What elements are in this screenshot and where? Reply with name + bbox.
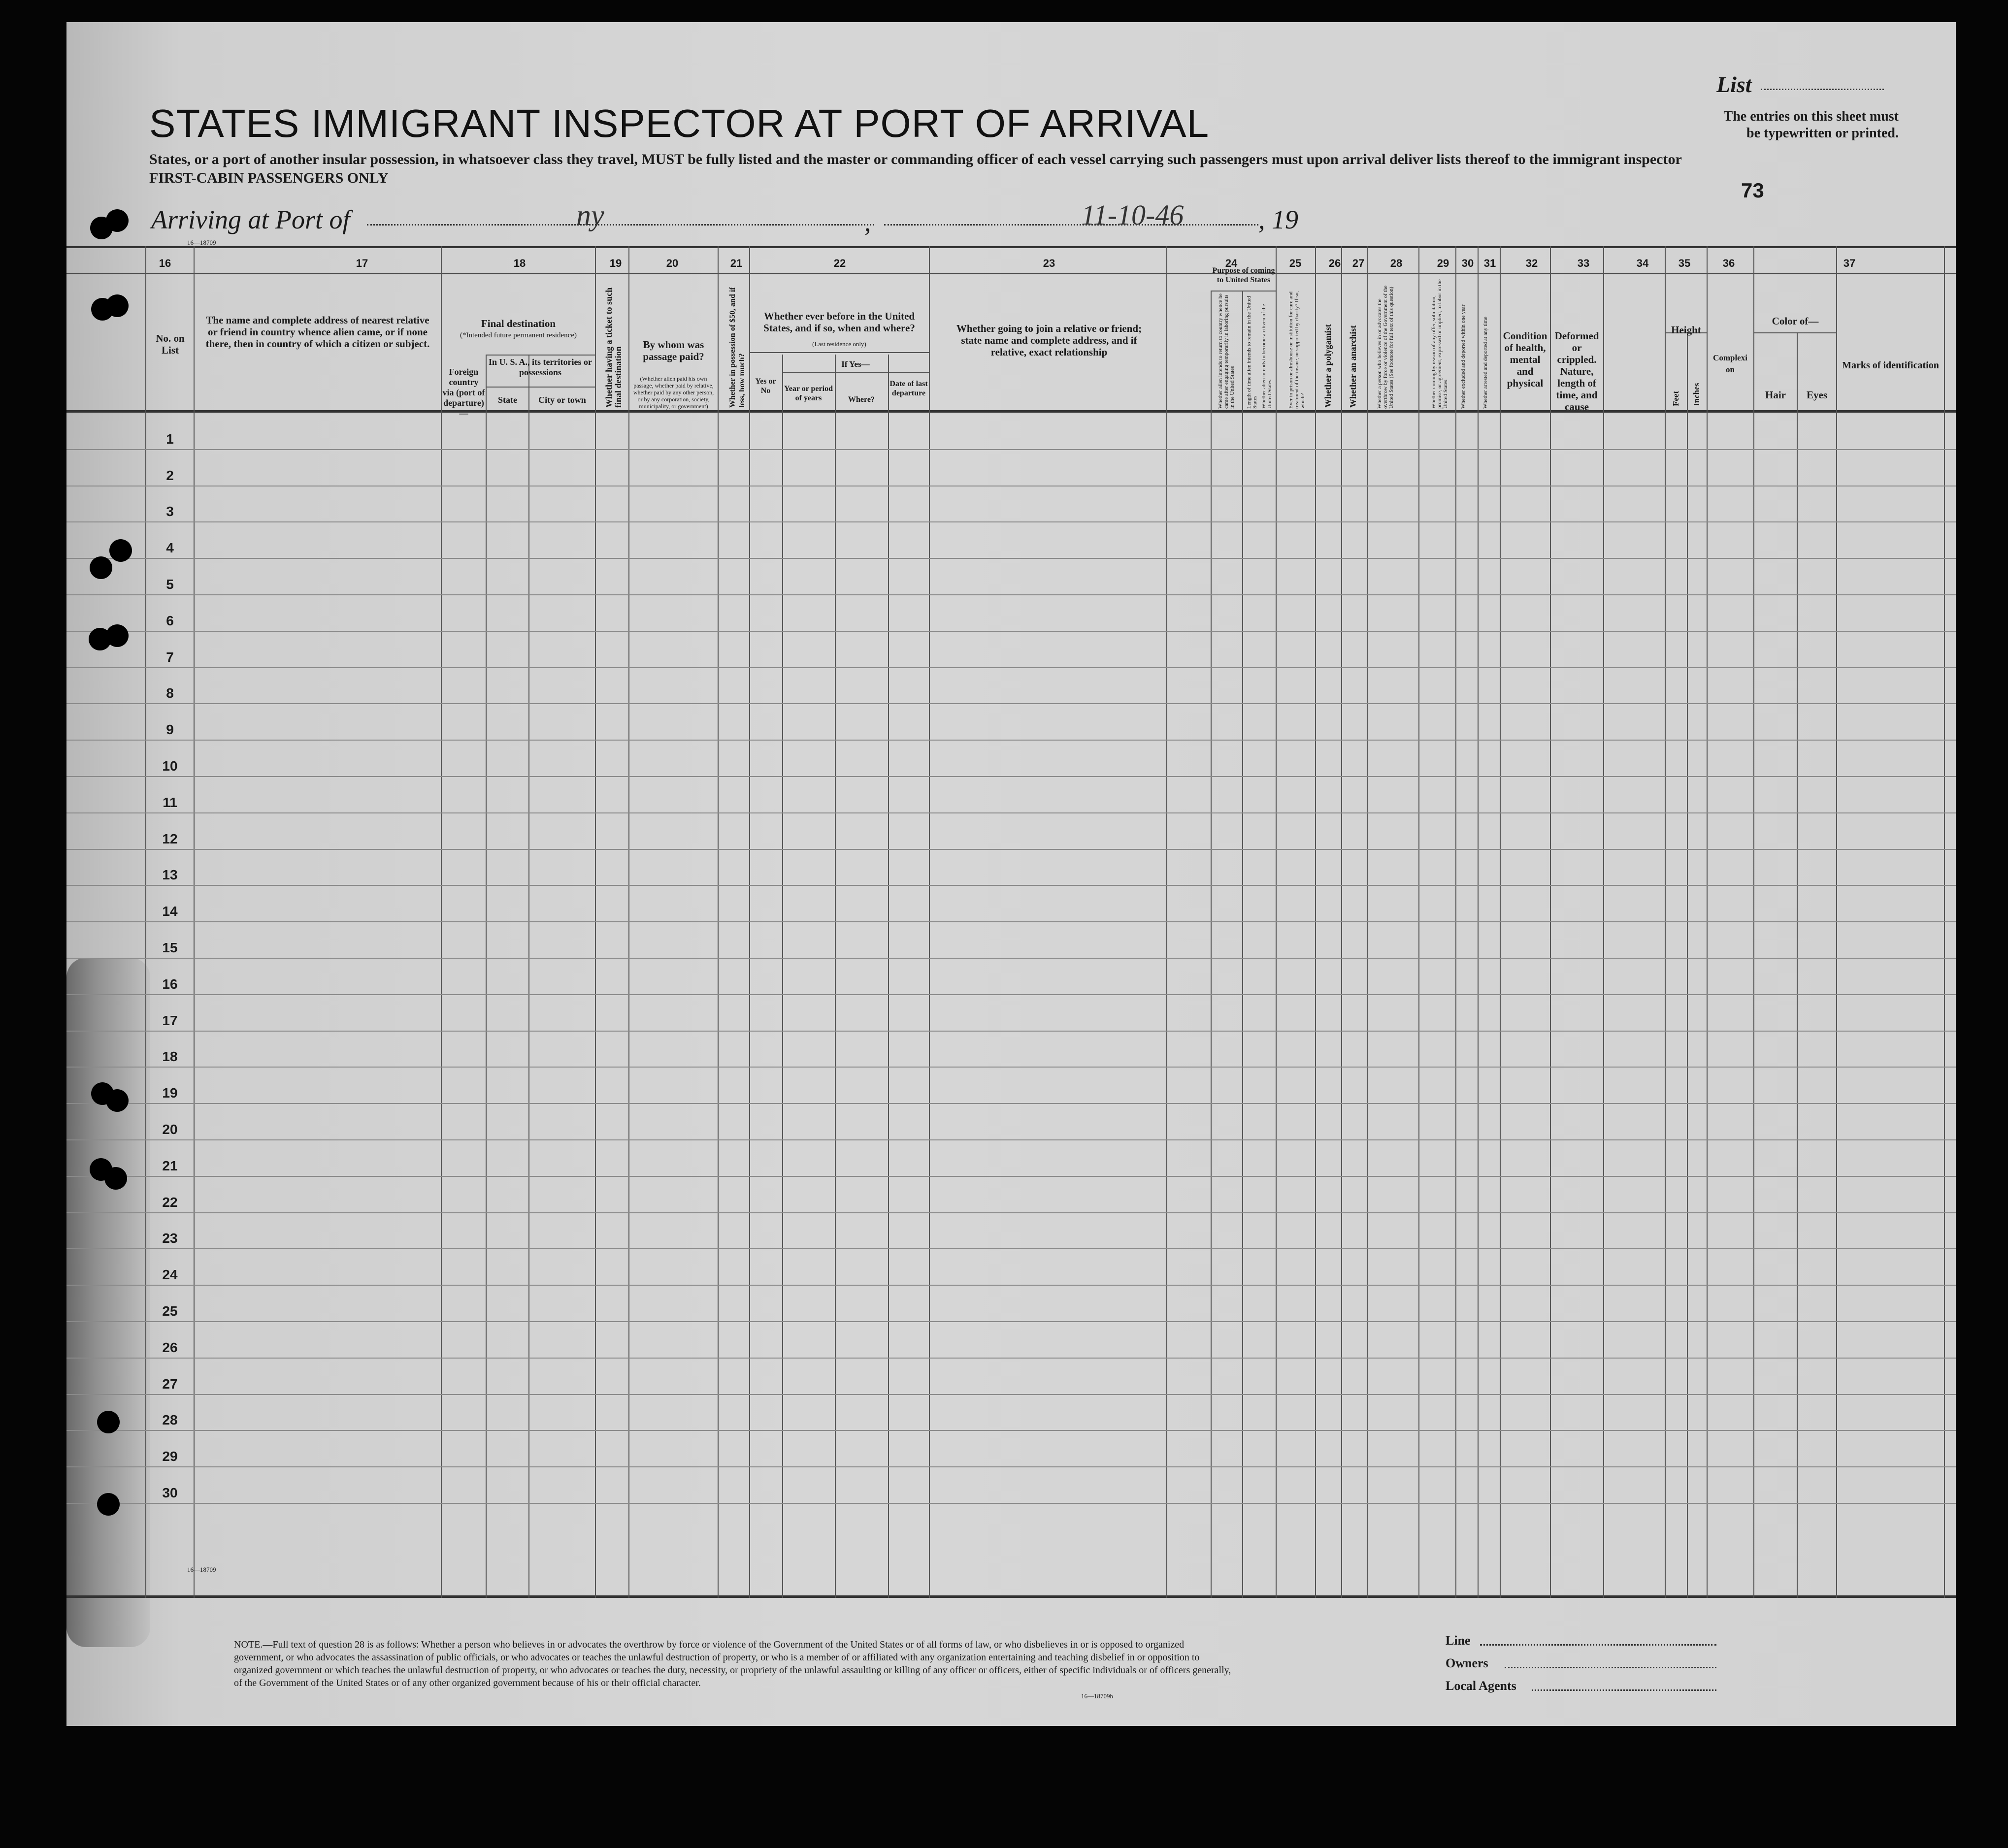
row-number: 7 (166, 649, 174, 665)
col36-hair: Hair (1765, 389, 1786, 401)
row-rule (66, 812, 1956, 813)
col31-header: Whether arrested and deported at any time (1482, 317, 1488, 409)
port-field-line (367, 224, 874, 226)
port-comma: , (864, 207, 871, 237)
col20-title: By whom was passage paid? (643, 339, 704, 362)
entries-note-line-1: The entries on this sheet must (1723, 109, 1899, 124)
punch-hole (109, 539, 132, 562)
col-num-16: 16 (159, 257, 171, 269)
row-rule (66, 558, 1956, 559)
col18-state: State (498, 395, 517, 405)
sheet-number: 73 (1741, 179, 1764, 202)
row-rule (66, 703, 1956, 704)
page-title: STATES IMMIGRANT INSPECTOR AT PORT OF ARRIVAL (149, 101, 1210, 145)
table-bottom-rule (66, 1595, 1956, 1598)
row-rule (66, 740, 1956, 741)
col-num-25: 25 (1289, 257, 1302, 269)
row-number: 3 (166, 504, 174, 519)
row-number: 19 (162, 1085, 178, 1101)
col18-note: (*Intended future permanent residence) (460, 331, 577, 339)
list-field-line (1761, 89, 1884, 90)
col17-header: The name and complete address of nearest relative or friend in country whence alien came, or if none there, then in country of which a citizen or subject. (205, 314, 430, 350)
col-num-18: 18 (513, 257, 526, 269)
col27-header: Whether an anarchist (1348, 325, 1358, 408)
row-rule (66, 1503, 1956, 1504)
form-code: 16—18709 (187, 239, 216, 246)
row-number: 15 (162, 940, 178, 955)
col37-header: Marks of identification (1842, 360, 1939, 371)
col22-yesno: Yes or No (755, 377, 776, 395)
colnum-rule (66, 273, 1956, 274)
col-num-21: 21 (730, 257, 743, 269)
row-number: 1 (166, 431, 174, 447)
col30-header: Whether excluded and deported within one year (1460, 304, 1466, 409)
row-number: 16 (162, 976, 178, 992)
col20-note: (Whether alien paid his own passage, whether paid by relative, whether paid by any other person, or by any corporation, society, municipality, or government) (633, 375, 714, 410)
col-num-37: 37 (1843, 257, 1856, 269)
punch-hole (106, 209, 129, 232)
row-rule (66, 667, 1956, 668)
row-rule (66, 958, 1956, 959)
col18-title: Final destination (481, 318, 556, 329)
row-rule (66, 1430, 1956, 1431)
row-rule (66, 521, 1956, 522)
col22-year: Year or period of years (784, 385, 833, 402)
col-num-36: 36 (1722, 257, 1735, 269)
row-number: 26 (162, 1339, 178, 1355)
local-agents-field (1532, 1689, 1716, 1691)
row-rule (66, 776, 1956, 777)
row-number: 27 (162, 1376, 178, 1392)
col22-title: Whether ever before in the United States, and if so, when and where? (763, 310, 915, 334)
row-number: 5 (166, 577, 174, 592)
col22-lastdeparture: Date of last departure (889, 380, 928, 397)
col29-header: Whether coming by reason of any offer, solicitation, promise, or agreement, expressed or implied, to labor in the United States (1431, 279, 1448, 409)
col-num-28: 28 (1390, 257, 1403, 269)
row-number: 25 (162, 1303, 178, 1319)
col22-where: Where? (848, 395, 875, 404)
col34-title: Height (1671, 324, 1701, 336)
row-rule (66, 1285, 1956, 1286)
row-number: 23 (162, 1231, 178, 1246)
row-number: 22 (162, 1194, 178, 1210)
port-value: ny (576, 199, 604, 231)
col-num-17: 17 (356, 257, 368, 269)
col36-eyes: Eyes (1807, 389, 1827, 401)
list-label: List (1716, 72, 1752, 97)
punch-hole (106, 1089, 129, 1112)
col18-usa: In U. S. A., its territories or possessions (489, 357, 592, 377)
year-label: , 19 (1258, 205, 1298, 234)
row-number: 4 (166, 540, 174, 556)
col-num-27: 27 (1352, 257, 1365, 269)
row-number: 29 (162, 1449, 178, 1464)
col34-inches: Inches (1692, 383, 1701, 406)
row-rule (66, 1067, 1956, 1068)
col-num-31: 31 (1483, 257, 1496, 269)
col35-header: Complexion (1713, 353, 1747, 374)
col24-citizen: Whether alien intends to become a citizen of the United States (1261, 304, 1273, 409)
manifest-sheet (66, 22, 1956, 1726)
row-rule (66, 1103, 1956, 1104)
col-num-22: 22 (833, 257, 846, 269)
row-number: 12 (162, 831, 178, 846)
owners-label: Owners (1446, 1656, 1488, 1670)
col-num-33: 33 (1577, 257, 1590, 269)
row-number: 21 (162, 1158, 178, 1173)
col24-title: Purpose of coming to United States (1212, 266, 1275, 284)
col22-ifyes: If Yes— (841, 359, 870, 369)
row-rule (66, 449, 1956, 450)
row-rule (66, 921, 1956, 922)
punch-hole (106, 294, 129, 317)
footnote-code: 16—18709b (1081, 1692, 1113, 1700)
punch-hole (106, 624, 129, 647)
row-number: 18 (162, 1049, 178, 1065)
instruction-text: States, or a port of another insular possession, in whatsoever class they travel, MUST be fully listed and the master or commanding officer of each vessel carrying such passengers must upon arrival deliver lists thereof to the immigrant inspector (149, 151, 1682, 167)
row-number: 9 (166, 722, 174, 738)
line-field (1480, 1644, 1716, 1646)
col34-feet: Feet (1671, 390, 1680, 406)
col21-header: Whether in possession of $50, and if less, how much? (728, 287, 746, 408)
col25-header: Ever in prison or almshouse or institution for care and treatment of the insane, or supported by charity? If so, which? (1288, 291, 1306, 409)
col28-header: Whether a person who believes in or advocates the overthrow by force or violence of the Government of the United States (See footnote for full text of this question) (1377, 285, 1394, 409)
bottom-form-code: 16—18709 (187, 1566, 216, 1573)
row-rule (66, 1176, 1956, 1177)
line-label: Line (1446, 1633, 1471, 1648)
punch-hole (97, 1411, 120, 1433)
row-rule (66, 1358, 1956, 1359)
col22-note: (Last residence only) (812, 340, 866, 348)
row-number: 10 (162, 758, 178, 774)
row-number: 11 (163, 794, 177, 810)
row-rule (66, 1466, 1956, 1467)
row-rule (66, 631, 1956, 632)
row-rule (66, 1139, 1956, 1140)
punch-hole (97, 1493, 120, 1516)
row-rule (66, 1031, 1956, 1032)
col-num-26: 26 (1328, 257, 1341, 269)
col-num-23: 23 (1043, 257, 1055, 269)
owners-field (1505, 1667, 1716, 1668)
col32-header: Condition of health, mental and physical (1503, 330, 1547, 389)
first-cabin-label: FIRST-CABIN PASSENGERS ONLY (149, 170, 389, 186)
manifest-table (66, 246, 1956, 1598)
row-number: 13 (162, 867, 178, 883)
local-agents-label: Local Agents (1446, 1679, 1516, 1693)
row-rule (66, 994, 1956, 995)
col18-foreign: Foreign country via (port of departure)— (442, 367, 485, 418)
arriving-label: Arriving at Port of (151, 205, 350, 234)
col24-return: Whether alien intends to return to country whence he came after engaging temporarily in laboring pursuits in the United States (1218, 293, 1235, 409)
col26-header: Whether a polygamist (1323, 324, 1333, 408)
col-num-20: 20 (666, 257, 679, 269)
row-number: 6 (166, 613, 174, 628)
row-rule (66, 1248, 1956, 1249)
row-number: 2 (166, 467, 174, 483)
col-num-19: 19 (609, 257, 622, 269)
row-number: 20 (162, 1122, 178, 1137)
col-num-30: 30 (1461, 257, 1474, 269)
col33-header: Deformed or crippled. Nature, length of time, and cause (1554, 330, 1599, 413)
col19-header: Whether having a ticket to such final destination (604, 287, 623, 408)
row-number: 24 (162, 1267, 178, 1283)
footnote-text: NOTE.—Full text of question 28 is as follows: Whether a person who believes in or advocates the overthrow by force or violence of the Government of the United States or of all forms of law, or who disbelieves in or is opposed to organized government, or who advocates the assassination of public officials, or who advocates or teaches the unlawful destruction of property, or who is a member of or affiliated with any organization entertaining and teaching disbelief in or opposition to organized government or which teaches the unlawful destruction of property, or who advocates or teaches the duty, necessity, or propriety of the unlawful assaulting or killing of any officer or officers, either of specific individuals or of officers generally, of the Government of the United States or of any other organized government because of his or their official character. (234, 1639, 1231, 1688)
row-number: 17 (162, 1012, 178, 1028)
row-number: 8 (166, 685, 174, 701)
col-num-35: 35 (1678, 257, 1691, 269)
entries-note-line-2: be typewritten or printed. (1746, 126, 1899, 141)
header-bottom-rule (66, 410, 1956, 413)
entries-note (1662, 108, 1899, 142)
col-num-24: 24 (1225, 257, 1238, 269)
row-rule (66, 594, 1956, 595)
row-rule (66, 1321, 1956, 1322)
col36-title: Color of— (1772, 315, 1819, 327)
col-num-29: 29 (1437, 257, 1449, 269)
date-value: 11-10-46 (1081, 199, 1184, 231)
row-number: 28 (162, 1412, 178, 1428)
col-num-34: 34 (1636, 257, 1649, 269)
punch-hole (90, 556, 112, 579)
col-num-32: 32 (1525, 257, 1538, 269)
col18-city: City or town (538, 395, 586, 405)
row-number: 30 (162, 1485, 178, 1500)
footnote (234, 1638, 1234, 1689)
row-rule (66, 1212, 1956, 1213)
row-rule (66, 1394, 1956, 1395)
col23-header: Whether going to join a relative or friend; state name and complete address, and if relative, exact relationship (956, 323, 1142, 358)
row-number: 14 (162, 904, 178, 919)
row-rule (66, 885, 1956, 886)
col16-header: No. on List (156, 332, 185, 356)
row-rule (66, 849, 1956, 850)
table-top-rule (66, 246, 1956, 248)
date-field-line (884, 224, 1258, 226)
punch-hole (104, 1167, 127, 1190)
col24-length: Length of time alien intends to remain in the United States (1246, 296, 1258, 409)
